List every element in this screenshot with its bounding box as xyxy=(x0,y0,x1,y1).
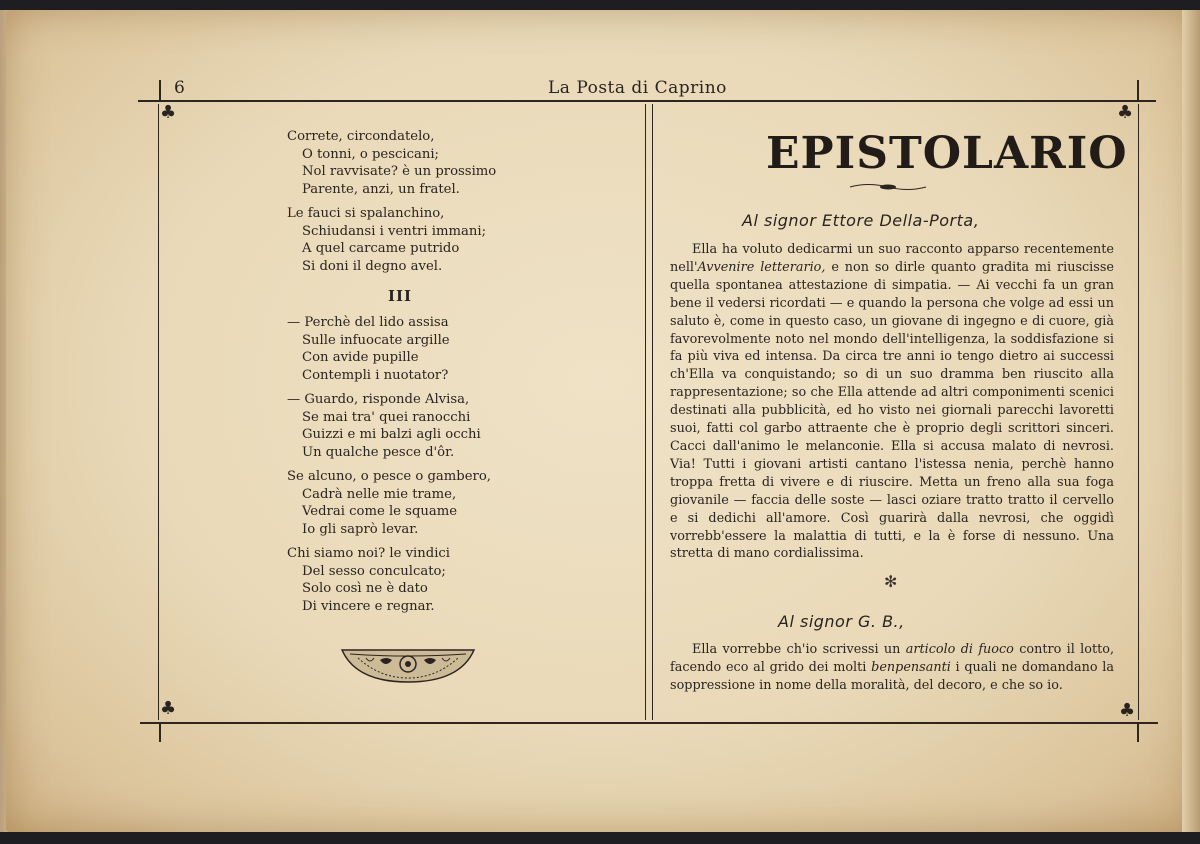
letter-body xyxy=(670,241,1114,563)
header-tick-right xyxy=(1137,80,1139,100)
flourish-icon xyxy=(848,180,928,194)
publication-title: Avvenire letterario, xyxy=(697,259,826,275)
verse-line: Contempli i nuotator? xyxy=(302,367,449,383)
page-number: 6 xyxy=(174,78,185,98)
header-tick-left xyxy=(159,80,161,100)
verse-line: Si doni il degno avel. xyxy=(302,258,443,274)
verse-line: Le fauci si spalanchino, xyxy=(287,206,445,221)
section-title: EPISTOLARIO xyxy=(766,128,1128,179)
verse-line: — Guardo, risponde Alvisa, xyxy=(287,392,470,407)
verse-line: Correte, circondatelo, xyxy=(287,129,435,144)
verse-line: Se mai tra' quei ranocchi xyxy=(302,409,471,425)
poem-column-continued xyxy=(287,314,491,622)
letter-text: Ella ha voluto dedicarmi un suo racconto apparso recentemente nell' xyxy=(670,242,1114,275)
verse-line: Vedrai come le squame xyxy=(302,504,458,519)
header-rule xyxy=(138,100,1156,102)
separator-icon: ✻ xyxy=(884,572,898,591)
letter-text: Ella vorrebbe ch'io scrivessi un xyxy=(692,642,906,657)
running-title: La Posta di Caprino xyxy=(548,78,727,98)
verse-line: Parente, anzi, un fratel. xyxy=(302,181,460,197)
verse-line: Nol ravvisate? è un prossimo xyxy=(302,164,497,179)
footer-tick-right xyxy=(1137,724,1139,742)
verse-line: Io gli saprò levar. xyxy=(302,521,419,537)
verse-line: Sulle infuocate argille xyxy=(302,332,450,348)
emphasis-text: articolo di fuoco xyxy=(905,642,1014,657)
column-divider-right xyxy=(652,104,653,720)
verse-line: Solo così ne è dato xyxy=(302,581,428,596)
verse-line: — Perchè del lido assisa xyxy=(287,315,449,330)
verse-line: O tonni, o pescicani; xyxy=(302,146,439,162)
corner-ornament-icon: ♣ xyxy=(1117,102,1134,123)
corner-ornament-icon: ♣ xyxy=(1119,700,1136,721)
frame-right-line xyxy=(1138,104,1139,720)
letter-text: i quali ne domandano la soppressione in nome della moralità, del decoro, e che so io. xyxy=(670,659,1115,693)
footer-rule xyxy=(140,722,1158,724)
letter-text: e non so dirle quanto gradita mi riuscisse quella spontanea attestazione di simpatia. — Ai vecchi fa un gran bene il vedersi ricordati — e quando la persona che volge ad essi un saluto è, come in questo caso, un giovane di ingegno e di cuore, già favorevolmente noto nel mondo dell'intelligenza, la soddisfazione si fa più viva ed intensa. Da circa tre anni io tengo dietro ai successi ch'Ella va conquistando; so di un suo dramma ben riuscito alla rappresentazione; so che Ella attende ad altri componimenti scenici destinati alla pubblicità, ed ho visto nei giornali parecchi lavoretti suoi, fatti col garbo attraente che è proprio degli scrittori sinceri. Cacci dall'animo le melanconie. Ella si accusa malato di nevrosi. Via! Tutti i giovani artisti cantano l'istessa nenia, perchè hanno troppa fretta di vivere e di riuscire. Metta un freno alla sua foga giovanile — faccia delle soste — lasci oziare tratto tratto il cervello e si dedichi all'amore. Così guarirà dalla nevrosi, che oggidì vorrebb'essere la malattia di tutti, e la è forse di nessuno. Una stretta di mano cordialissima. xyxy=(670,259,1114,562)
book-right-edge xyxy=(1182,10,1200,832)
stanza xyxy=(287,314,491,384)
column-divider-left xyxy=(645,104,646,720)
letter-body xyxy=(670,641,1114,695)
letter-addressee: Al signor G. B., xyxy=(778,612,905,631)
emphasis-text: benpensanti xyxy=(871,659,951,675)
verse-line: A quel carcame putrido xyxy=(302,241,460,256)
frame-left-line xyxy=(158,104,159,720)
verse-line: Se alcuno, o pesce o gambero, xyxy=(287,469,491,484)
stanza xyxy=(287,391,491,461)
verse-line: Guizzi e mi balzi agli occhi xyxy=(302,427,481,442)
poem-column xyxy=(287,128,496,282)
verse-line: Schiudansi i ventri immani; xyxy=(302,223,487,239)
letter-text: contro il lotto, facendo eco al grido dei molti xyxy=(670,642,1115,675)
verse-line: Cadrà nelle mie trame, xyxy=(302,486,457,502)
stanza xyxy=(287,468,491,538)
corner-ornament-icon: ♣ xyxy=(160,698,177,719)
verse-line: Di vincere e regnar. xyxy=(302,598,435,614)
verse-line: Con avide pupille xyxy=(302,350,419,365)
letter-addressee: Al signor Ettore Della-Porta, xyxy=(742,211,980,230)
stanza xyxy=(287,545,491,615)
verse-line: Un qualche pesce d'ôr. xyxy=(302,444,455,460)
tailpiece-ornament-icon xyxy=(340,648,476,684)
verse-line: Del sesso conculcato; xyxy=(302,563,446,579)
footer-tick-left xyxy=(159,724,161,742)
section-number: III xyxy=(388,287,413,305)
stanza xyxy=(287,128,496,198)
stanza xyxy=(287,205,496,275)
corner-ornament-icon: ♣ xyxy=(160,102,177,123)
verse-line: Chi siamo noi? le vindici xyxy=(287,546,451,561)
